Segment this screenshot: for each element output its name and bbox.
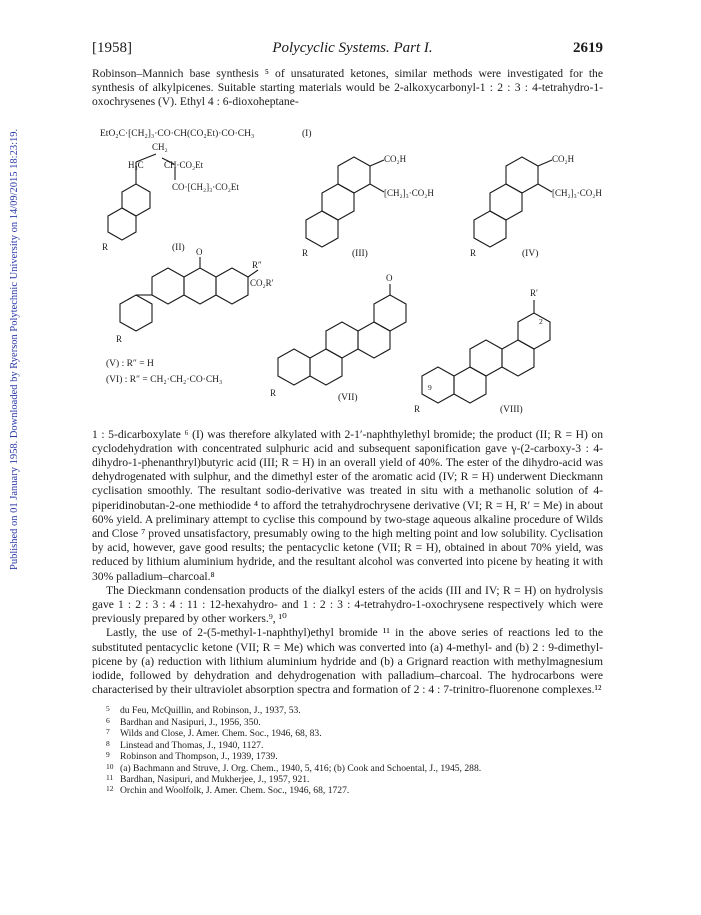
footnote-number: 12	[106, 784, 114, 794]
page-number: 2619	[572, 40, 603, 56]
footnote-text: (a) Bachmann and Struve, J. Org. Chem., 1940, 5, 416; (b) Cook and Schoental, J., 1945, 288.	[120, 762, 482, 774]
structure-V-ring-a	[120, 295, 152, 331]
label-III: (III)	[352, 248, 368, 259]
body-paragraph: The Dieckmann condensation products of the dialkyl esters of the acids (III and IV; R = H) on hydrolysis gave 1 : 2 : 3 : 4 : 11 : 12-hexahydro- and 1 : 2 : 3 : 4-tetrahydro-1-oxochrysene respectively which were previously prepared by other workers.⁹, ¹⁰	[92, 583, 603, 626]
label-r-II: R	[102, 241, 109, 252]
structure-III-bond	[370, 160, 384, 166]
footnote-number: 7	[106, 727, 110, 737]
structure-VII-ring-b	[310, 349, 342, 385]
footnote-text: Linstead and Thomas, J., 1940, 1127.	[120, 739, 264, 751]
body-paragraph: 1 : 5-dicarboxylate ⁶ (I) was therefore alkylated with 2-1′-naphthylethyl bromide; the product (II; R = H) on cyclodehydration with concentrated sulphuric acid and subsequent saponification gave γ-(2-carboxy-3 : 4-dihydro-1-phenanthryl)butyric acid (III; R = H) in an overall yield of 40%. The ester of the dihydro-acid was dehydrogenated with sulphur, and the dimethyl ester of the aromatic acid (IV; R = H) underwent Dieckmann cyclisation smoothly. The resultant sodio-derivative was treated in situ with a methanolic solution of 4-piperidinobutan-2-one methiodide ⁴ to afford the tetrahydrochrysene derivative (VI; R = H, R′ = Me) in about 60% yield. A preliminary attempt to cyclise this compound by two-stage aqueous alkaline procedure of Wilds and Close ⁷ proved unsatisfactory, presumably owing to the high melting point and low solubility. Cyclisation by acid, however, gave good results; the pentacyclic ketone (VII; R = H), obtained in about 70% yield, was reduced by lithium aluminium hydride, and the resultant alcohol was converted into picene by heating it with 30% palladium–charcoal.⁸	[92, 427, 603, 583]
structure-VII-ring-d	[358, 322, 390, 358]
footnote-text: du Feu, McQuillin, and Robinson, J., 1937, 53.	[120, 705, 301, 717]
label-IV: (IV)	[522, 248, 539, 259]
label-o-VII: O	[386, 272, 393, 283]
structure-III-bond	[370, 184, 384, 192]
structure-VII-ring-a	[278, 349, 310, 385]
footnote-text: Orchin and Woolfolk, J. Amer. Chem. Soc., 1946, 68, 1727.	[120, 785, 350, 797]
label-co-chain-co2et: CO·[CH₂]₃·CO₂Et	[172, 181, 239, 192]
structure-V-ring-c	[184, 268, 216, 304]
journal-year: [1958]	[92, 40, 132, 56]
label-V: (V) : R″ = H	[106, 358, 154, 369]
label-r-III: R	[302, 247, 309, 258]
label-VII: (VII)	[338, 392, 358, 403]
structure-V-ring-d	[216, 268, 248, 304]
footnote-text: Wilds and Close, J. Amer. Chem. Soc., 1946, 68, 83.	[120, 728, 322, 740]
label-o-V: O	[196, 246, 203, 257]
footnote-item	[106, 784, 603, 797]
structure-VIII-ring-e	[518, 313, 550, 349]
download-watermark	[0, 18, 30, 568]
label-II: (II)	[172, 242, 185, 253]
footnote-number: 11	[106, 772, 114, 782]
footnote-references	[92, 705, 603, 796]
structure-VIII-ring-d	[502, 340, 534, 376]
footnote-item	[106, 727, 603, 740]
label-VI: (VI) : R″ = CH₂·CH₂·CO·CH₃	[106, 374, 223, 385]
footnote-number: 9	[106, 750, 110, 760]
structure-VIII-ring-b	[454, 367, 486, 403]
footnote-item	[106, 750, 603, 763]
chemical-structures	[92, 120, 603, 420]
footnote-number: 5	[106, 704, 110, 714]
label-r-VIII: R	[414, 403, 421, 414]
footnote-item	[106, 715, 603, 728]
label-co2r-prime: CO₂R′	[250, 277, 274, 288]
formula-I: EtO₂C·[CH₂]₃·CO·CH(CO₂Et)·CO·CH₃	[100, 128, 255, 139]
structure-IV-ring-b	[490, 184, 522, 220]
structure-V-ring-b	[152, 268, 184, 304]
label-position-2: 2	[539, 316, 543, 326]
label-co2h-IV: CO₂H	[552, 153, 575, 164]
footnote-item	[106, 772, 603, 785]
structure-VIII-ring-a	[422, 367, 454, 403]
structure-IV-ring-c	[506, 157, 538, 193]
structure-figure	[92, 120, 603, 420]
footnote-text: Bardhan, Nasipuri, and Mukherjee, J., 1957, 921.	[120, 773, 310, 785]
structure-III-ring-b	[322, 184, 354, 220]
structure-V-bond	[248, 270, 258, 277]
footnote-item	[106, 704, 603, 717]
running-head	[92, 40, 603, 57]
structure-IV-bond	[538, 160, 552, 166]
structure-II-ring-a	[122, 184, 150, 216]
label-r-double-prime: R″	[252, 259, 262, 270]
label-chain-co2h-III: [CH₂]₃·CO₂H	[384, 187, 434, 198]
footnote-item	[106, 761, 603, 774]
structure-III-ring-a	[306, 211, 338, 247]
label-I: (I)	[302, 128, 312, 139]
label-position-9: 9	[428, 382, 432, 392]
article-title: Polycyclic Systems. Part I.	[272, 40, 433, 56]
download-watermark-text: Published on 01 January 1958. Downloaded by Ryerson Polytechnic University on 14/09/2015 18:23:19.	[9, 128, 20, 570]
label-co2h-III: CO₂H	[384, 153, 407, 164]
label-ch2: CH₂	[152, 141, 168, 152]
footnote-number: 8	[106, 738, 110, 748]
structure-VII-ring-c	[326, 322, 358, 358]
label-r-VII: R	[270, 387, 277, 398]
structure-VIII-ring-c	[470, 340, 502, 376]
structure-IV-bond	[538, 184, 552, 192]
label-ch-co2et: CH·CO₂Et	[164, 159, 204, 170]
label-r-V: R	[116, 333, 123, 344]
footnote-text: Bardhan and Nasipuri, J., 1956, 350.	[120, 716, 261, 728]
footnote-number: 6	[106, 715, 110, 725]
label-r-IV: R	[470, 247, 477, 258]
intro-paragraph: Robinson–Mannich base synthesis ⁵ of unsaturated ketones, similar methods were investigated for the synthesis of alkylpicenes. Suitable starting materials would be 2-alkoxycarbonyl-1 : 2 : 3 : 4-tetrahydro-1-oxochrysenes (V). Ethyl 4 : 6-dioxoheptane-	[92, 67, 603, 109]
label-VIII: (VIII)	[500, 404, 523, 415]
footnote-item	[106, 738, 603, 751]
structure-VII-ring-e	[374, 295, 406, 331]
label-h3c: H₃C	[128, 159, 144, 170]
label-r-prime: R′	[530, 287, 538, 298]
structure-II-ring-b	[108, 208, 136, 240]
journal-page	[92, 40, 603, 813]
label-chain-co2h-IV: [CH₂]₃·CO₂H	[552, 187, 602, 198]
structure-IV-ring-a	[474, 211, 506, 247]
footnote-text: Robinson and Thompson, J., 1939, 1739.	[120, 751, 278, 763]
structure-III-ring-c	[338, 157, 370, 193]
body-paragraph: Lastly, the use of 2-(5-methyl-1-naphthyl)ethyl bromide ¹¹ in the above series of reactions led to the substituted pentacyclic ketone (VII; R = Me) which was converted into (a) 4-methyl- and (b) 2 : 9-dimethyl-picene by (a) reduction with lithium aluminium hydride and (b) a Grignard reaction with methylmagnesium iodide, followed by dehydration and dehydrogenation with palladium–charcoal. The hydrocarbons were characterised by their ultraviolet absorption spectra and formation of 2 : 4 : 7-trinitro-fluorenone complexes.¹²	[92, 626, 603, 697]
footnote-number: 10	[106, 761, 114, 771]
